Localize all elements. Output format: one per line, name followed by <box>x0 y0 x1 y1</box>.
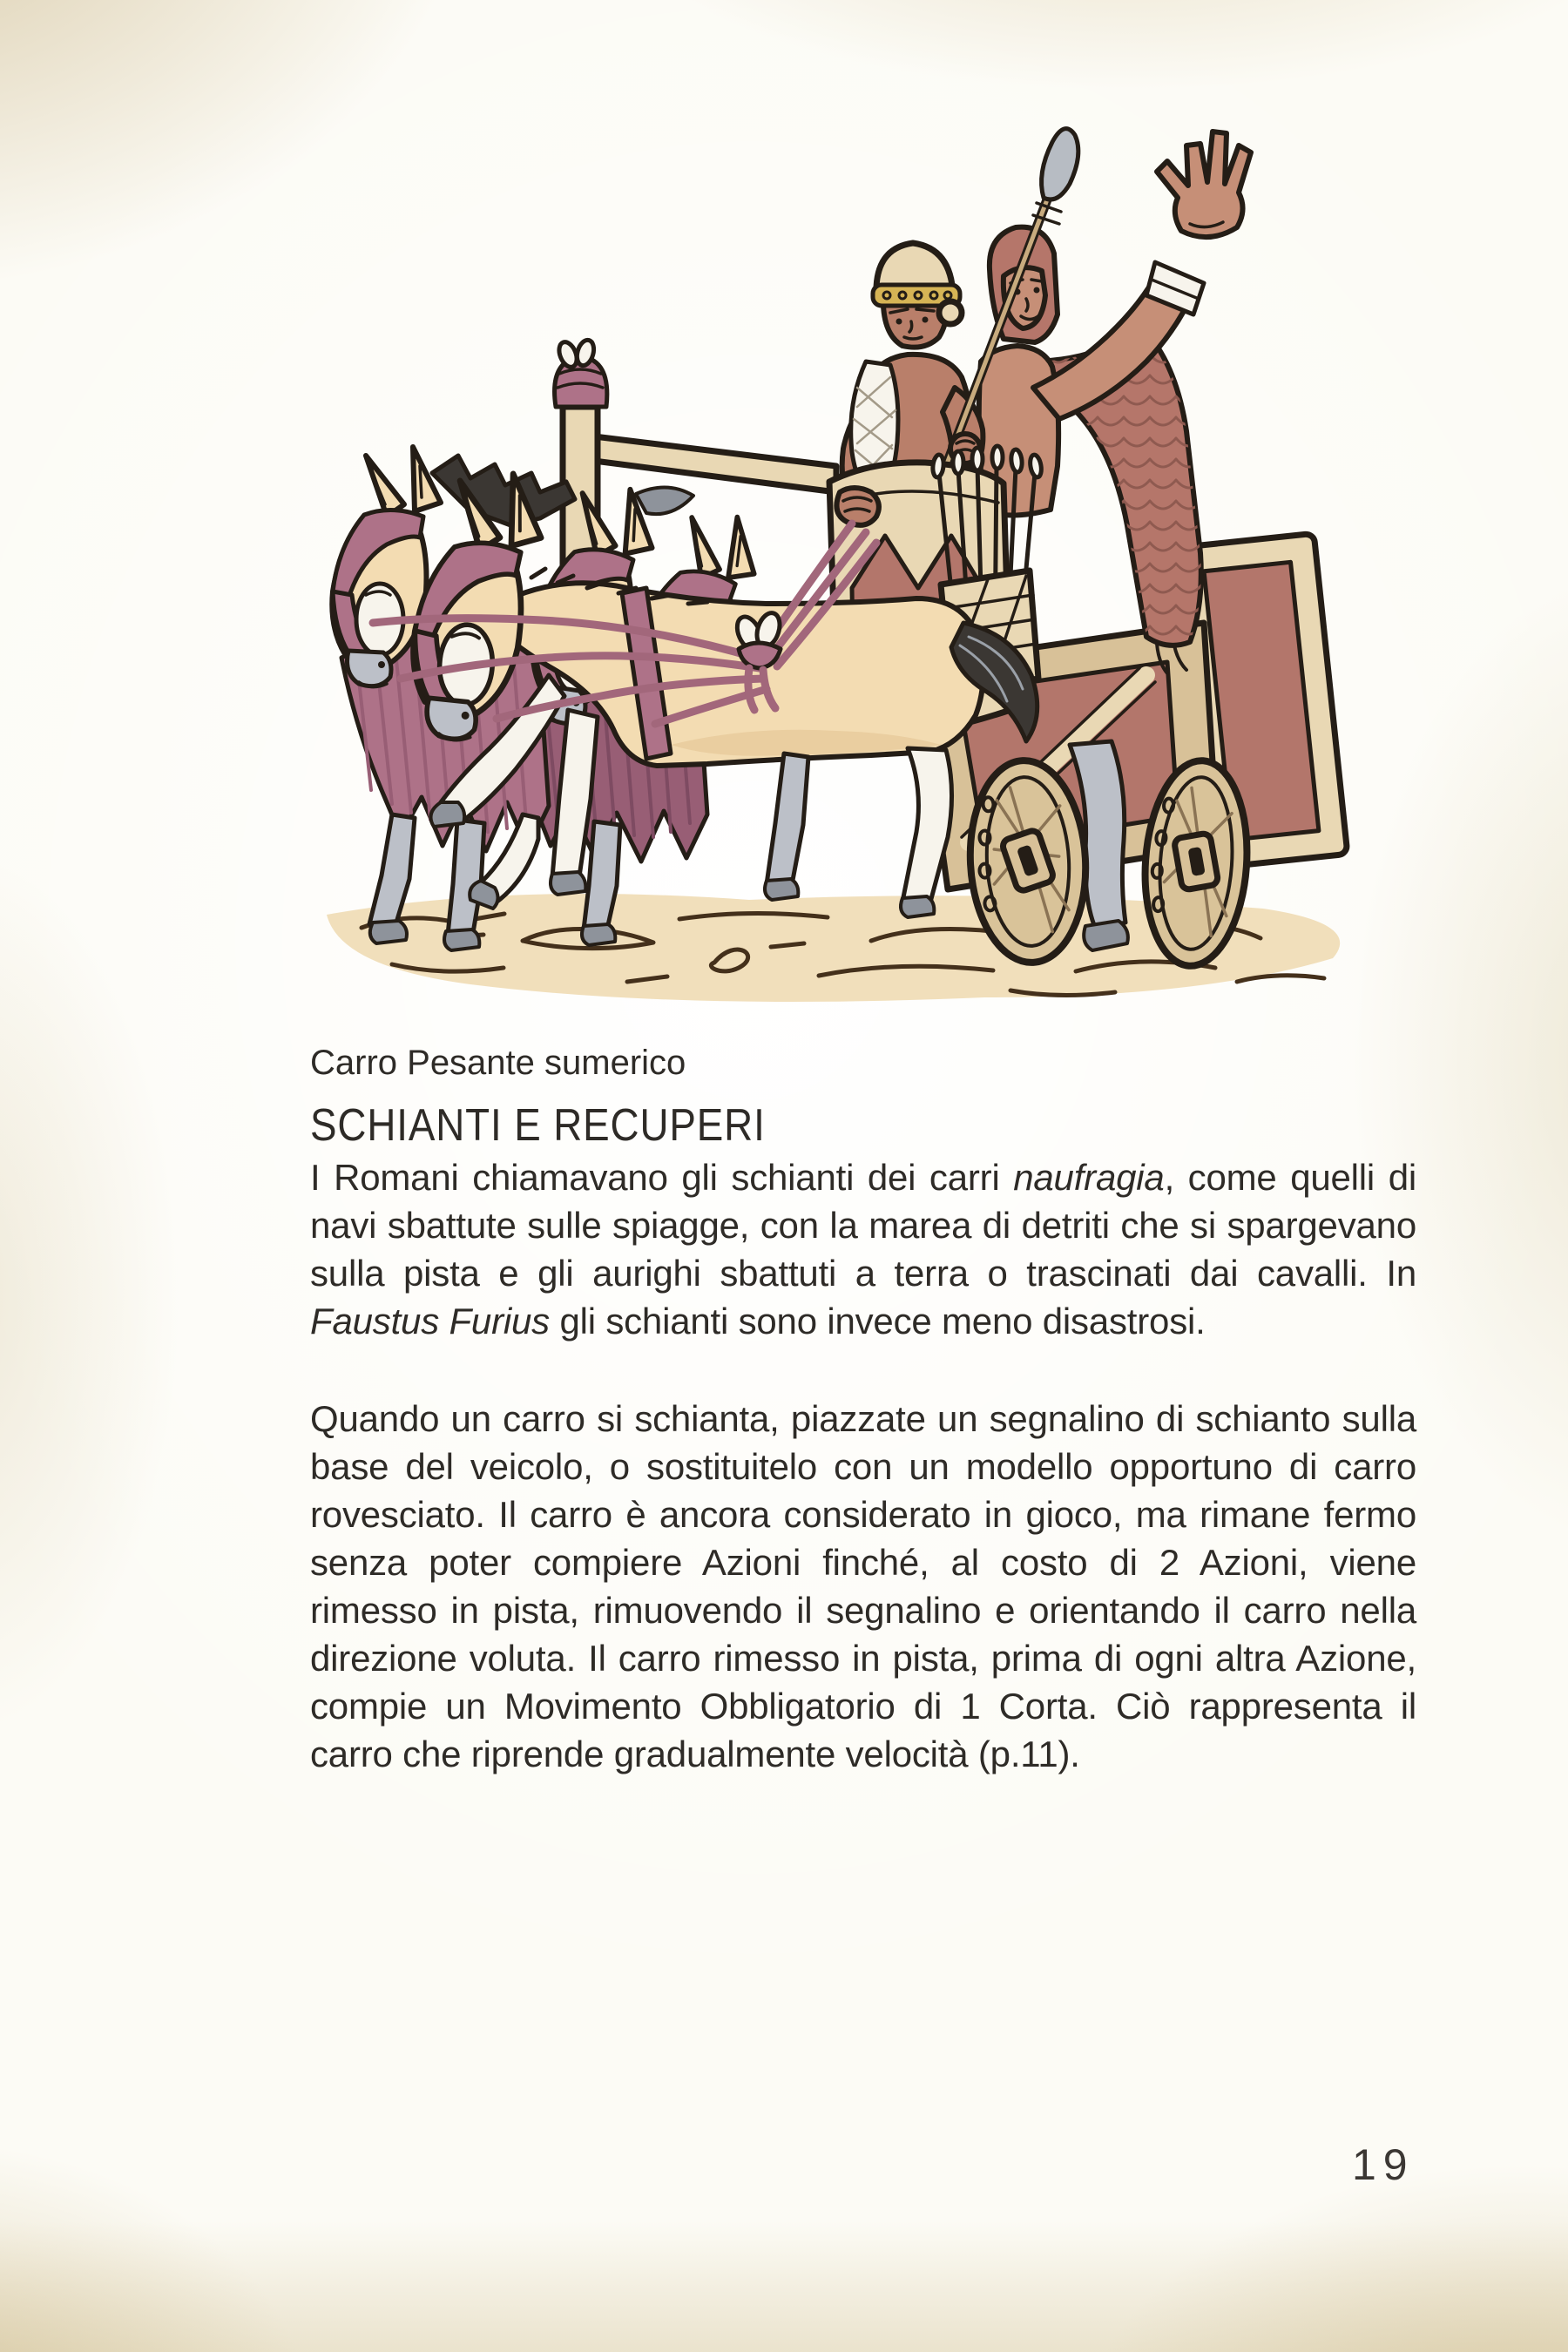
page-number: 19 <box>1352 2140 1415 2189</box>
horse-manes <box>432 456 575 525</box>
section-heading: SCHIANTI E RECUPERI <box>310 1100 766 1151</box>
waving-hand <box>1157 132 1251 237</box>
chariot-rail <box>594 436 836 492</box>
driver-fist <box>836 488 878 525</box>
body-text-column <box>310 1153 1416 1778</box>
illustration-caption: Carro Pesante sumerico <box>310 1044 686 1082</box>
paragraph-naufragia: I Romani chiamavano gli schianti dei carri naufragia, come quelli di navi sbattute sulle spiagge, con la marea di detriti che si spargevano sulla pista e gli aurighi sbattuti a terra o trascinati dai cavalli. In Faustus Furius gli schianti sono invece meno disastrosi. <box>310 1157 1416 1342</box>
chariot-illustration <box>261 100 1433 1032</box>
chariot-illustration-svg <box>261 100 1433 1032</box>
paragraph-crash-rules: Quando un carro si schianta, piazzate un segnalino di schianto sulla base del veicolo, o sostituitelo con un modello opportuno di carro rovesciato. Il carro è ancora considerato in gioco, ma rimane fermo senza poter compiere Azioni finché, al costo di 2 Azioni, viene rimesso in pista, rimuovendo il segnalino e orientando il carro nella direzione voluta. Il carro rimesso in pista, prima di ogni altra Azione, compie un Movimento Obbligatorio di 1 Corta. Ciò rappresenta il carro che riprende gradualmente velocità (p.11). <box>310 1398 1416 1774</box>
spear-blade <box>1042 129 1078 199</box>
